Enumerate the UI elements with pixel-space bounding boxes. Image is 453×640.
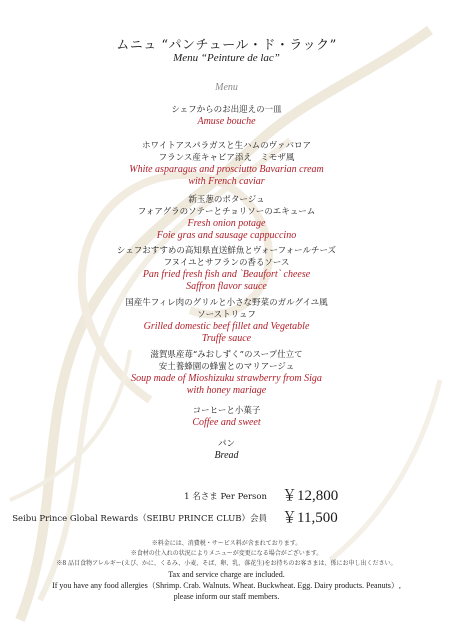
note-jp-line: ※8 品目食物アレルギー(えび、かに、くるみ、小麦、そば、卵、乳、落花生)をお持ちのお客さまは、係にお申し出ください。 bbox=[56, 560, 397, 567]
course-jp-line: パン bbox=[217, 439, 235, 449]
note-jp-line: ※食材の仕入れの状況によりメニューが変更になる場合がございます。 bbox=[130, 550, 323, 557]
course-en-line: Grilled domestic beef fillet and Vegetable bbox=[143, 321, 310, 332]
course-dessert bbox=[0, 349, 453, 397]
course-jp-line: 新玉葱のポタージュ bbox=[188, 195, 265, 205]
course-en-line: Saffron flavor sauce bbox=[186, 281, 267, 292]
price-value: ￥11,500 bbox=[282, 510, 338, 526]
menu-title-jp: ムニュ “パンチュール・ド・ラック” bbox=[116, 38, 337, 53]
course-en-line: Amuse bouche bbox=[197, 116, 256, 127]
menu-title-en: Menu “Peinture de lac” bbox=[173, 52, 280, 64]
course-en-line: Bread bbox=[214, 450, 239, 461]
course-en-line: Fresh onion potage bbox=[187, 218, 266, 229]
course-amuse bbox=[0, 104, 453, 128]
course-jp-line: ホワイトアスパラガスと生ハムのヴァバロア bbox=[141, 141, 312, 151]
course-jp-line: 滋賀県産苺“みおしずく”のスープ仕立て bbox=[150, 350, 303, 360]
course-en-line: with honey mariage bbox=[186, 385, 267, 396]
course-en-line: Pan fried fresh fish and `Beaufort` cheese bbox=[142, 269, 311, 280]
course-jp-line: ソーストリュフ bbox=[197, 310, 256, 320]
note-en-line: Tax and service charge are included. bbox=[168, 570, 285, 579]
price-label: 1 名さま Per Person bbox=[184, 492, 267, 502]
note-jp-line: ※料金には、消費税・サービス料が含まれております。 bbox=[151, 540, 302, 547]
course-coffee bbox=[0, 405, 453, 429]
notes-section bbox=[0, 539, 453, 602]
menu-label: Menu bbox=[215, 82, 238, 93]
course-en-line: Truffe sauce bbox=[201, 333, 252, 344]
course-en-line: with French caviar bbox=[188, 176, 265, 187]
note-en-line: please inform our staff members. bbox=[173, 592, 280, 601]
course-starter bbox=[0, 140, 453, 188]
course-en-line: Coffee and sweet bbox=[192, 417, 261, 428]
course-en-line: Soup made of Mioshizuku strawberry from Siga bbox=[131, 373, 322, 384]
price-label: Seibu Prince Global Rewards（SEIBU PRINCE CLUB）会員 bbox=[12, 514, 267, 524]
course-jp-line: フォアグラのソテーとチョリソーのエキューム bbox=[137, 207, 316, 217]
course-jp-line: コーヒーと小菓子 bbox=[192, 406, 261, 416]
course-jp-line: 安土養蜂園の蜂蜜とのマリアージュ bbox=[158, 362, 295, 372]
course-fish bbox=[0, 245, 453, 293]
course-jp-line: シェフからのお出迎えの一皿 bbox=[171, 105, 282, 115]
course-beef bbox=[0, 297, 453, 345]
course-jp-line: シェフおすすめの高知県直送鮮魚とヴォーフォールチーズ bbox=[116, 246, 337, 256]
course-jp-line: フヌイユとサフランの香るソース bbox=[163, 258, 290, 268]
price-row-per-person bbox=[0, 484, 453, 504]
course-jp-line: 国産牛フィレ肉のグリルと小さな野菜のガルグイユ風 bbox=[125, 298, 328, 308]
course-en-line: White asparagus and prosciutto Bavarian cream bbox=[129, 164, 324, 175]
course-en-line: Foie gras and sausage cappuccino bbox=[156, 230, 297, 241]
course-potage bbox=[0, 194, 453, 242]
course-jp-line: フランス産キャビア添え ミモザ風 bbox=[158, 153, 295, 163]
note-en-line: If you have any food allergies（Shrimp. Crab. Walnuts. Wheat. Buckwheat. Egg. Dairy products. Peanuts）, bbox=[52, 581, 401, 590]
price-value: ￥12,800 bbox=[282, 488, 339, 504]
price-row-member bbox=[0, 506, 453, 526]
course-bread bbox=[0, 438, 453, 462]
